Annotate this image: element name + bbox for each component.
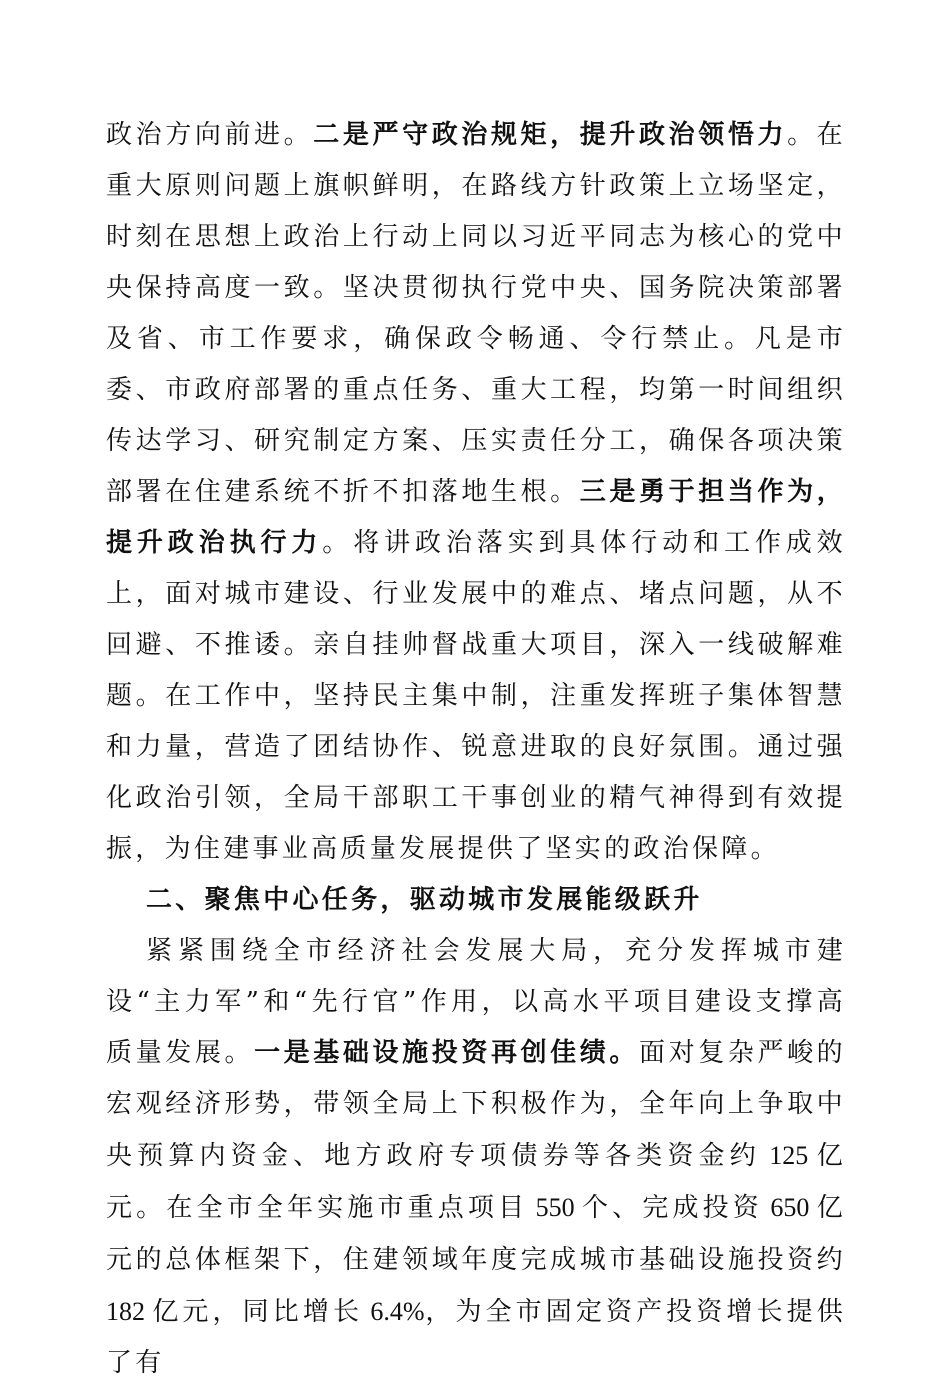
bold-point-three: 三是勇于担当作为，提升政治执行力 <box>106 477 846 558</box>
paragraph-central-tasks <box>106 926 846 1389</box>
bold-point-two: 二是严守政治规矩，提升政治领悟力 <box>313 120 788 150</box>
text-run: 紧紧围绕全市经济社会发展大局，充分发挥城市建设“主力军”和“先行官”作用，以高水平项目建设支撑高质量发展。 <box>106 936 846 1068</box>
text-run: 政治方向前进。 <box>106 120 314 150</box>
paragraph-political-discipline <box>106 110 846 875</box>
bold-point-one: 一是基础设施投资再创佳绩。 <box>254 1038 640 1068</box>
number-total-investment: 650 <box>762 1193 817 1222</box>
text-run: 。将讲政治落实到具体行动和工作成效上，面对城市建设、行业发展中的难点、堵点问题，从不回避、不推诿。亲自挂帅督战重大项目，深入一线破解难题。在工作中，坚持民主集中制，注重发挥班子集体智慧和力量，营造了团结协作、锐意进取的良好氛围。通过强化政治引领，全局干部职工干事创业的精气神得到有效提振，为住建事业高质量发展提供了坚实的政治保障。 <box>106 528 846 864</box>
number-key-projects: 550 <box>528 1193 582 1222</box>
document-page <box>106 110 846 1389</box>
text-run: 面对复杂严峻的宏观经济形势，带领全局上下积极作为，全年向上争取中央预算内资金、地方政府专项债券等各类资金约 <box>106 1038 846 1171</box>
number-funds: 125 <box>760 1141 817 1170</box>
text-run: 亿元。在全市全年实施市重点项目 <box>106 1141 846 1223</box>
text-run: 亿元，同比增长 <box>152 1297 364 1327</box>
number-growth-rate: 6.4% <box>363 1297 425 1326</box>
text-run: 亿元的总体框架下，住建领域年度完成城市基础设施投资约 <box>106 1193 847 1275</box>
text-run: 个、完成投资 <box>582 1193 763 1223</box>
text-run: ，为全市固定资产投资增长提供了有 <box>106 1297 847 1378</box>
number-infra-investment: 182 <box>106 1297 153 1326</box>
text-run: 。在重大原则问题上旗帜鲜明，在路线方针政策上立场坚定，时刻在思想上政治上行动上同以习近平同志为核心的党中央保持高度一致。坚决贯彻执行党中央、国务院决策部署及省、市工作要求，确保政令畅通、令行禁止。凡是市委、市政府部署的重点任务、重大工程，均第一时间组织传达学习、研究制定方案、压实责任分工，确保各项决策部署在住建系统不折不扣落地生根。 <box>106 120 846 507</box>
section-heading: 二、聚焦中心任务，驱动城市发展能级跃升 <box>146 885 703 915</box>
